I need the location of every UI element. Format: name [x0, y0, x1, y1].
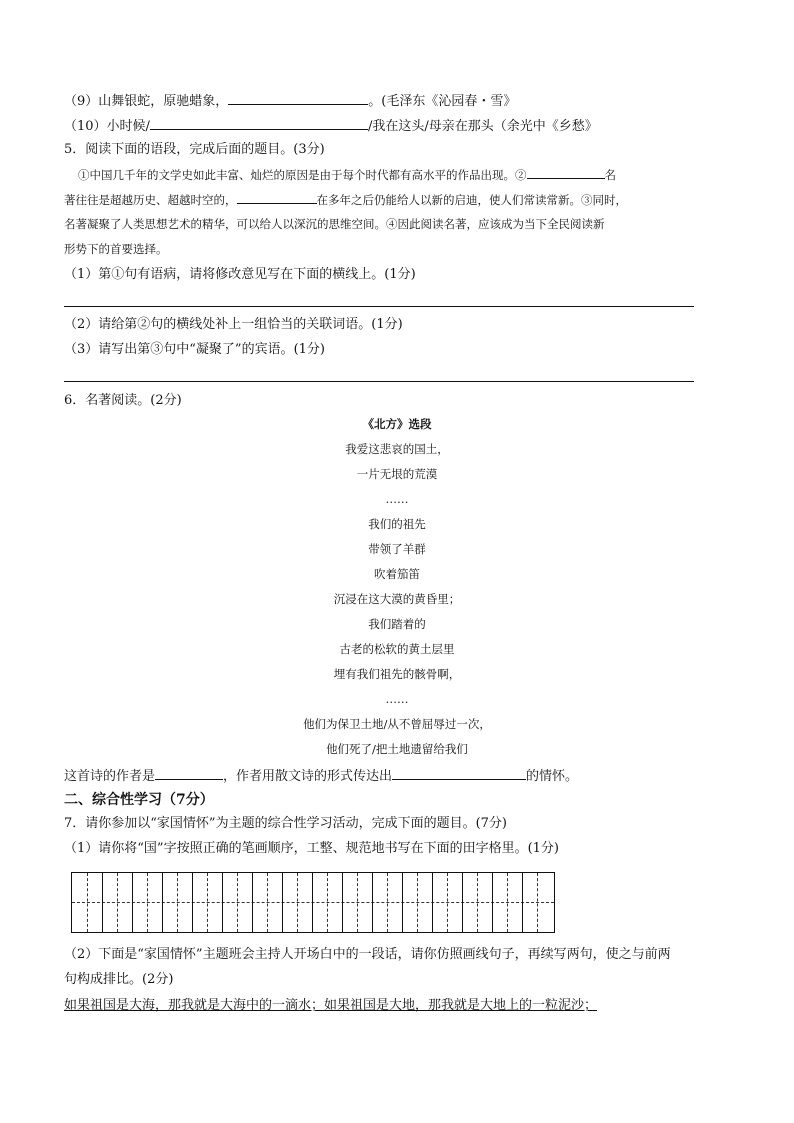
poem-line: 带领了羊群 [368, 542, 426, 556]
grid-cell-divider [492, 873, 493, 932]
poem-title: 《北方》选段 [362, 417, 432, 431]
grid-dashed-vertical [147, 873, 148, 932]
grid-dashed-horizontal [72, 902, 554, 903]
grid-dashed-vertical [237, 873, 238, 932]
q5-sub1: （1）第①句有语病，请将修改意见写在下面的横线上。(1分) [64, 267, 416, 282]
poem-line: 我们踏着的 [368, 617, 426, 631]
q9-text: （9）山舞银蛇，原驰蜡象， [64, 94, 229, 109]
q5-title: 5．阅读下面的语段，完成后面的题目。(3分) [64, 142, 325, 157]
section-2-heading: 二、综合性学习（7分） [64, 792, 214, 808]
q9-line [64, 91, 516, 111]
grid-dashed-vertical [537, 873, 538, 932]
poem-line: 吹着笳笛 [374, 567, 420, 581]
grid-dashed-vertical [267, 873, 268, 932]
poem-line: 他们死了/把土地遗留给我们 [326, 742, 468, 756]
grid-cell-divider [462, 873, 463, 932]
q6-question-text-c: 的情怀。 [526, 769, 579, 784]
grid-cell-divider [162, 873, 163, 932]
grid-dashed-vertical [357, 873, 358, 932]
grid-dashed-vertical [297, 873, 298, 932]
q7-sub2-line-2: 句构成排比。(2分) [64, 972, 174, 987]
grid-dashed-vertical [447, 873, 448, 932]
grid-cell-divider [102, 873, 103, 932]
q9-source: 。(毛泽东《沁园春・雪》 [368, 94, 517, 109]
poem-line: 沉浸在这大漠的黄昏里； [333, 592, 461, 606]
poem-line: 我爱这悲哀的国土， [345, 442, 449, 456]
q6-title: 6．名著阅读。(2分) [64, 393, 182, 408]
grid-dashed-vertical [327, 873, 328, 932]
q5-s2-blank-2[interactable] [237, 190, 317, 204]
q7-sub2-line-1: （2）下面是“家国情怀”主题班会主持人开场白中的一段话，请你仿照画线句子，再续写两句，使之与前两 [64, 947, 671, 962]
q6-question-text-a: 这首诗的作者是 [64, 769, 156, 784]
grid-cell-divider [222, 873, 223, 932]
q5-passage-text-1: ①中国几千年的文学史如此丰富、灿烂的原因是由于每个时代都有高水平的作品出现。② [78, 168, 527, 182]
q10-answer-blank[interactable] [150, 116, 368, 130]
grid-cell-divider [432, 873, 433, 932]
q10-line [64, 116, 598, 136]
grid-cell-divider [372, 873, 373, 932]
grid-dashed-vertical [177, 873, 178, 932]
grid-cell-divider [282, 873, 283, 932]
grid-dashed-vertical [387, 873, 388, 932]
grid-cell-divider [192, 873, 193, 932]
q5-sub2: （2）请给第②句的横线处补上一组恰当的关联词语。(1分) [64, 317, 403, 332]
poem-line: 我们的祖先 [368, 517, 426, 531]
q9-answer-blank[interactable] [228, 91, 368, 105]
grid-cell-divider [132, 873, 133, 932]
q5-passage-line-3: 名著凝聚了人类思想艺术的精华，可以给人以深沉的思维空间。④因此阅读名著，应该成为当下全民阅读新 [64, 217, 605, 231]
q6-feeling-blank[interactable] [392, 766, 526, 780]
poem-line: 古老的松软的黄土层里 [339, 642, 455, 656]
q5-passage-text-2a: 著往往是超越历史、超越时空的， [64, 193, 237, 207]
grid-dashed-vertical [87, 873, 88, 932]
grid-dashed-vertical [207, 873, 208, 932]
q7-example-sentence: 如果祖国是大海，那我就是大海中的一滴水；如果祖国是大地，那我就是大地上的一粒泥沙； [64, 998, 598, 1013]
grid-cell-divider [312, 873, 313, 932]
grid-dashed-vertical [417, 873, 418, 932]
q5-passage-text-2b: 在多年之后仍能给人以新的启迪，使人们常读常新。③同时， [316, 193, 627, 207]
poem-line: 一片无垠的荒漠 [356, 467, 438, 481]
poem-line: 埋有我们祖先的骸骨啊， [333, 667, 461, 681]
q6-question [64, 766, 578, 786]
q5-s2-blank-1[interactable] [527, 165, 605, 179]
grid-cell-divider [522, 873, 523, 932]
poem-ellipsis: …… [385, 492, 409, 506]
q5-passage-line-1 [78, 165, 616, 184]
poem-line: 他们为保卫土地/从不曾屈辱过一次， [303, 717, 491, 731]
q5-sub3-answer-line[interactable] [64, 381, 694, 382]
q7-sub1: （1）请你将“国”字按照正确的笔画顺序，工整、规范地书写在下面的田字格里。(1分) [64, 841, 559, 856]
q6-question-text-b: ，作者用散文诗的形式传达出 [223, 769, 393, 784]
q5-sub1-answer-line[interactable] [64, 306, 694, 307]
q10-source: /我在这头/母亲在那头（余光中《乡愁》 [367, 119, 598, 134]
tianzige-grid[interactable] [71, 872, 555, 933]
grid-dashed-vertical [507, 873, 508, 932]
q7-title: 7．请你参加以“家国情怀”为主题的综合性学习活动，完成下面的题目。(7分) [64, 816, 507, 831]
grid-cell-divider [252, 873, 253, 932]
q5-passage-text-1-end: 名 [604, 168, 616, 182]
q5-sub3: （3）请写出第③句中“凝聚了”的宾语。(1分) [64, 342, 325, 357]
q10-text: （10）小时候/ [64, 119, 150, 134]
grid-dashed-vertical [477, 873, 478, 932]
poem-ellipsis: …… [385, 692, 409, 706]
q5-passage-line-4: 形势下的首要选择。 [64, 242, 168, 256]
q6-author-blank[interactable] [155, 766, 223, 780]
q5-passage-line-2 [64, 190, 627, 209]
grid-cell-divider [402, 873, 403, 932]
grid-dashed-vertical [117, 873, 118, 932]
grid-cell-divider [342, 873, 343, 932]
